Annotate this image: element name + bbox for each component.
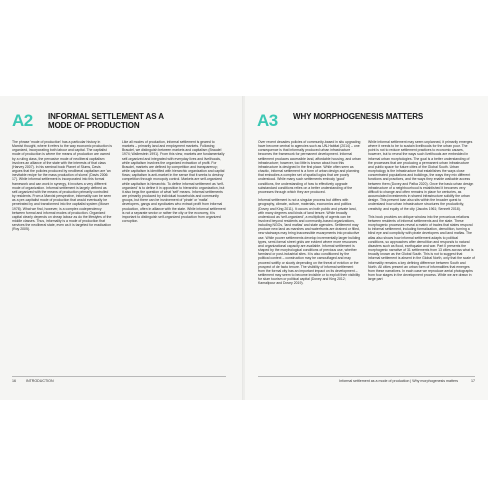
- section-title: INFORMAL SETTLEMENT AS A MODE OF PRODUCTION: [48, 112, 164, 130]
- folio-number: 17: [471, 379, 475, 383]
- paragraph: While informal settlement may seem unplanned, it primarily emerges where it needs to be to sustain livelihoods for the urban poor. The point is not to reduce settlement practices to economic causes, however, but to reveal the ways such livelihoods are embedded in informal urban morphologies. The goal is a better understanding of the processes that are producing a permanent urban infrastructure and public space for future cities of the Global South. Urban morphology is the infrastructure that establishes the ways close concentrated populations and buildings, the ways they mix different functions and practices, and the ways they enable walkable access between them (Dovey and Pafka 2020). Once the basic urban design infrastructure of a neighbourhood is established it becomes very difficult to change and often remains in place for centuries, as accumulated investments in shared infrastructure solidify the urban design. This present loan also sits within the broader quest to understand how urban infrastructure structures the productivity, creativity, and equity of the city (Jacobs 1961; Sennett 2018).: [368, 140, 474, 211]
- paragraph: Informal settlement is not a singular process but differs with geography, climate, culture, materials, economics and politics (Dovey and King 2011). It occurs on both public and private land, with many degrees and kinds of land tenure. While broadly understood as 'self-organized', a multiplicity of agents can be involved beyond residents and community-based organizations, including NGOs, 'land mafias' and state agencies. Settlement may produce new land as marshes and waterfronts are drained or filled, new stairways may bring inaccessible escarpments into productive use. While poorer settlements develop incrementally larger building types, semi-formal street grids are evident where more resources and organizational capacity are available. Informal settlement is shaped by the morphological conditions of previous use, whether farmland or post-industrial sites. It is also conditioned by the political context – construction may be camouflaged and may proceed swiftly or slowly depending on the threat of eviction or the prospect of de facto tenure. The visibility of informal settlement from the formal city has an important impact on its development – settlement may seem to become invisible or to exploit their visibility for slum tourism or political capital (Dovey and King 2012; Kamalipour and Dovey 2019).: [258, 198, 361, 286]
- section-number: A2: [12, 111, 33, 130]
- paragraph: Over recent decades policies of community-based in situ upgrading have become central to agencies such as UN-Habitat (2014) – one consequence is that informally produced urban infrastructure becomes the framework for permanent development. Informal settlement produces accessible land, affordable housing, and urban infrastructure; however, too little is known about how this infrastructure is designed in the first place. While often seen as chaotic, informal settlement is a form of urban design and planning that embodies a complex set of spatial logics that are poorly understood. While many such settlements embody 'good' conditions, the understanding of how to effectively upgrade substandard conditions relies on a better understanding of the processes through which they are produced.: [258, 140, 361, 194]
- right-page: [245, 96, 488, 400]
- section-title: WHY MORPHOGENESIS MATTERS: [293, 112, 424, 121]
- folio-number: 16: [12, 379, 16, 383]
- section-number: A3: [257, 111, 278, 130]
- body-column-2: [368, 140, 475, 286]
- folio-label: INTRODUCTION: [26, 379, 54, 383]
- paragraph: This book provides an oblique window into the precarious relations between residents of informal settlements and the state. These morphogenic processes reveal a matrix of trades that states respond to informal settlement, including formalization, demolition, turning a blind eye and complicity with pirate developers and land mafias. The atlas also shows how informal settlement adapts to political conditions, so approaches after demolition and responds to natural disasters such as flood, earthquake and war. Part II presents the morphogenic narrative of 31 settlements from 13 cities across what is broadly known as the Global South. This is not to suggest that informal settlement is absent in the Global North, only that the scale of informality remains a key defining difference between South and North. All cities present an urban form of informalities that emerges from these narratives. In each case we reproduce aerial photographs from four stages in the development process. While we are drawn in large part: [368, 214, 475, 282]
- body-column-1: [12, 140, 112, 236]
- left-page: [0, 96, 243, 400]
- body-column-2: [122, 140, 226, 227]
- body-column-1: [258, 140, 361, 290]
- folio-label: Informal settlement as a mode of production | Why morphogenesis matters: [339, 379, 458, 383]
- book-spread: [0, 96, 488, 400]
- paragraph: The phrase 'mode of production' has a particular history in Marxist thought, where it refers to the way economic production is organized, incorporating both labour and capital. The capitalist mode of production is where the means of production are owned by a ruling class, the pervasive mode of neoliberal capitalism involves an alliance of the state with the interests of that class (Harvey 2007). In his seminal book Planet of Slums, Davis argues that the policies produced by neoliberal capitalism are 'an inevitable recipe for the mass production of slums' (Davis 2006: 17). While informal settlement is incorporated into this formal framework and can work in synergy, it involves a very different mode of organization. Informal settlement is largely defined as self-organized with the means of production primarily controlled by residents. From a Marxist perspective, informality can be seen as a pre-capitalist mode of production that would eventually be penetrated by and transformed into the capitalist system (Moser 1978). What we find, however, is a complex codependency between formal and informal modes of production. Organized capital clearly depends on cheap labour as do the lifestyles of the middle classes. Thus, informality is a mode of production that services the neoliberal state, even as it is targeted for eradication (Roy 2005).: [12, 140, 112, 232]
- paragraph: Like all modes of production, informal settlement is geared to markets – primarily land and employment markets. Following Braudel, we distinguish between markets and capitalism (Braudel 1974; Wallerstein 1991). From this view, markets are fundamentally self-organized and integrated with everyday lives and livelihoods, while capitalism involves the organized extraction of profit. For Braudel, markets are defined by competition and transparency; while capitalism is identified with hierarchic organization and capital flows; capitalism is anti-market in the sense that it seeks to destroy competition through monopoly control. Markets are self-organized while capitalism is hierarchic. To define informal settlement as 'self-organized' is to define it in opposition to hierarchic organization, but it also begs the question of what 'self' means. Informal settlements are primarily produced by individual households and community groups, but there can be involvement of 'pirate' or 'mafia' developers, gangs and syndicates who extract profit from informal production, often in alliance with the state. While informal settlement is not a separate sector or rather the city or the economy, it is important to distinguish self-organized production from organized corruption.: [122, 140, 226, 223]
